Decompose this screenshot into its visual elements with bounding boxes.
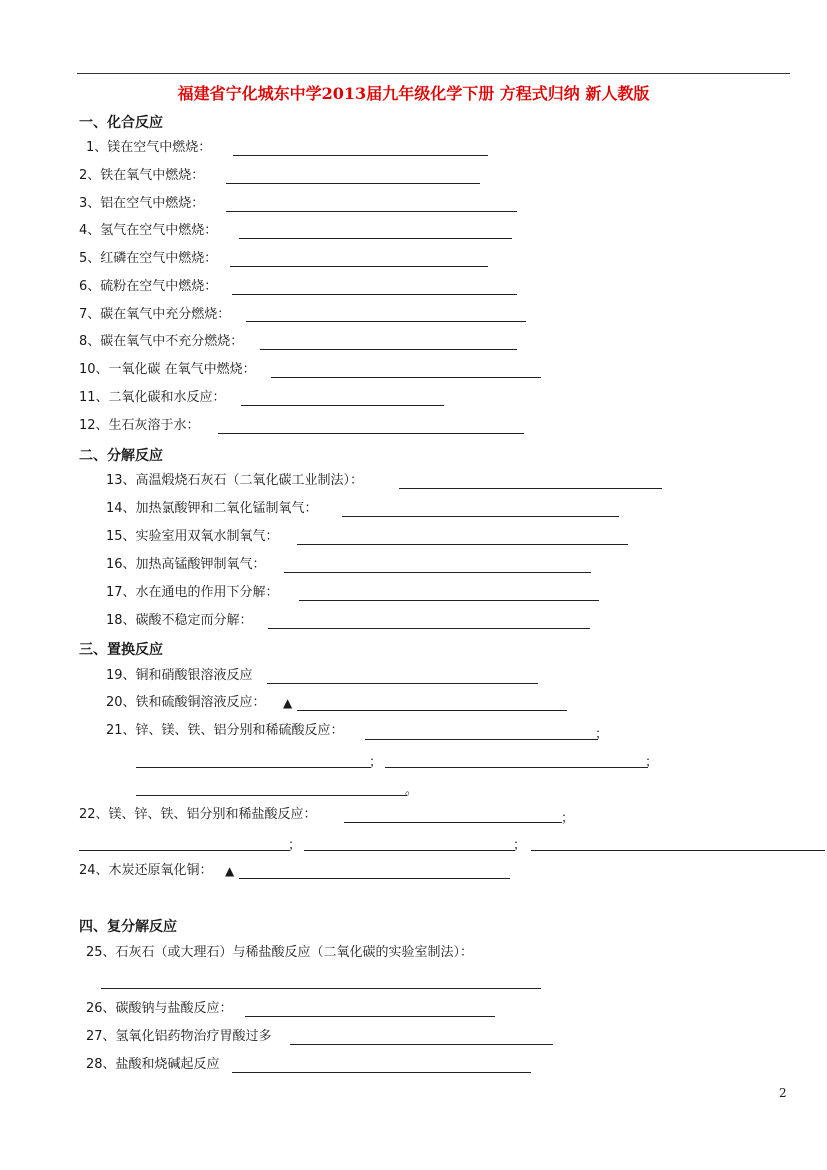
answer-blank-19[interactable]: [267, 683, 538, 684]
answer-blank-20[interactable]: [297, 710, 567, 711]
question-2-label: 2、铁在氧气中燃烧：: [79, 168, 205, 183]
heating-triangle-icon: ▲: [283, 696, 293, 710]
answer-blank-4[interactable]: [239, 238, 512, 239]
question-8-label: 8、碳在氧气中不充分燃烧：: [79, 334, 244, 349]
question-19-label: 19、铜和硝酸银溶液反应: [106, 668, 253, 683]
answer-blank-22a[interactable]: [344, 822, 562, 823]
question-7-label: 7、碳在氧气中充分燃烧：: [79, 307, 231, 322]
answer-blank-7[interactable]: [246, 321, 526, 322]
separator-semicolon: ；: [369, 755, 383, 770]
answer-blank-12[interactable]: [218, 433, 524, 434]
question-3-label: 3、铝在空气中燃烧：: [79, 196, 205, 211]
section-heading-decomposition: 二、分解反应: [79, 448, 163, 464]
question-1-label: 1、镁在空气中燃烧：: [86, 140, 212, 155]
page-number: 2: [779, 1086, 787, 1100]
question-17-label: 17、水在通电的作用下分解：: [106, 585, 279, 600]
question-27-label: 27、氢氧化铝药物治疗胃酸过多: [86, 1029, 272, 1044]
answer-blank-2[interactable]: [226, 183, 480, 184]
answer-blank-28[interactable]: [232, 1072, 531, 1073]
question-6-label: 6、硫粉在空气中燃烧：: [79, 279, 218, 294]
question-25-label: 25、石灰石（或大理石）与稀盐酸反应（二氧化碳的实验室制法）：: [86, 945, 474, 960]
question-12-label: 12、生石灰溶于水：: [79, 418, 200, 433]
answer-blank-11[interactable]: [241, 405, 444, 406]
question-13-label: 13、高温煅烧石灰石（二氧化碳工业制法）：: [106, 473, 364, 488]
answer-blank-1[interactable]: [233, 155, 488, 156]
section-heading-combination: 一、化合反应: [79, 115, 163, 131]
separator-semicolon: ；: [513, 838, 527, 853]
answer-blank-3[interactable]: [226, 211, 517, 212]
answer-blank-13[interactable]: [399, 488, 662, 489]
answer-blank-24[interactable]: [239, 878, 510, 879]
question-18-label: 18、碳酸不稳定而分解：: [106, 613, 253, 628]
answer-blank-21a[interactable]: [365, 739, 598, 740]
separator-semicolon: ；: [561, 811, 575, 826]
question-10-label: 10、一氧化碳 在氧气中燃烧：: [79, 362, 256, 377]
answer-blank-16[interactable]: [284, 572, 591, 573]
answer-blank-21c[interactable]: [385, 767, 648, 768]
answer-blank-26[interactable]: [245, 1016, 495, 1017]
separator-semicolon: ；: [288, 838, 302, 853]
answer-blank-25[interactable]: [101, 988, 541, 989]
answer-blank-14[interactable]: [342, 516, 619, 517]
section-heading-double-displacement: 四、复分解反应: [79, 919, 177, 935]
answer-blank-5[interactable]: [230, 266, 488, 267]
answer-blank-22d[interactable]: [531, 850, 825, 851]
header-rule: [77, 73, 790, 74]
question-5-label: 5、红磷在空气中燃烧：: [79, 251, 218, 266]
question-21-label: 21、锌、镁、铁、铝分别和稀硫酸反应：: [106, 723, 344, 738]
heating-triangle-icon: ▲: [225, 864, 235, 878]
question-28-label: 28、盐酸和烧碱起反应: [86, 1057, 220, 1072]
answer-blank-18[interactable]: [268, 628, 590, 629]
answer-blank-8[interactable]: [260, 349, 517, 350]
separator-period: 。: [405, 783, 419, 798]
question-24-label: 24、木炭还原氧化铜：: [79, 863, 213, 878]
separator-semicolon: ；: [595, 727, 609, 742]
answer-blank-22c[interactable]: [304, 850, 515, 851]
question-14-label: 14、加热氯酸钾和二氧化锰制氧气：: [106, 501, 318, 516]
answer-blank-27[interactable]: [290, 1044, 553, 1045]
answer-blank-17[interactable]: [299, 600, 599, 601]
question-4-label: 4、氢气在空气中燃烧：: [79, 223, 218, 238]
answer-blank-22b[interactable]: [79, 850, 290, 851]
separator-semicolon: ；: [645, 755, 659, 770]
question-11-label: 11、二氧化碳和水反应：: [79, 390, 226, 405]
question-20-label: 20、铁和硫酸铜溶液反应：: [106, 695, 266, 710]
answer-blank-6[interactable]: [232, 294, 517, 295]
answer-blank-21b[interactable]: [136, 767, 371, 768]
answer-blank-21d[interactable]: [136, 795, 407, 796]
answer-blank-15[interactable]: [297, 544, 628, 545]
question-22-label: 22、镁、锌、铁、铝分别和稀盐酸反应：: [79, 807, 317, 822]
question-15-label: 15、实验室用双氧水制氧气：: [106, 529, 279, 544]
section-heading-displacement: 三、置换反应: [79, 642, 163, 658]
answer-blank-10[interactable]: [271, 377, 541, 378]
question-26-label: 26、碳酸钠与盐酸反应：: [86, 1001, 233, 1016]
document-title: 福建省宁化城东中学2013届九年级化学下册 方程式归纳 新人教版: [177, 84, 650, 103]
question-16-label: 16、加热高锰酸钾制氧气：: [106, 557, 266, 572]
